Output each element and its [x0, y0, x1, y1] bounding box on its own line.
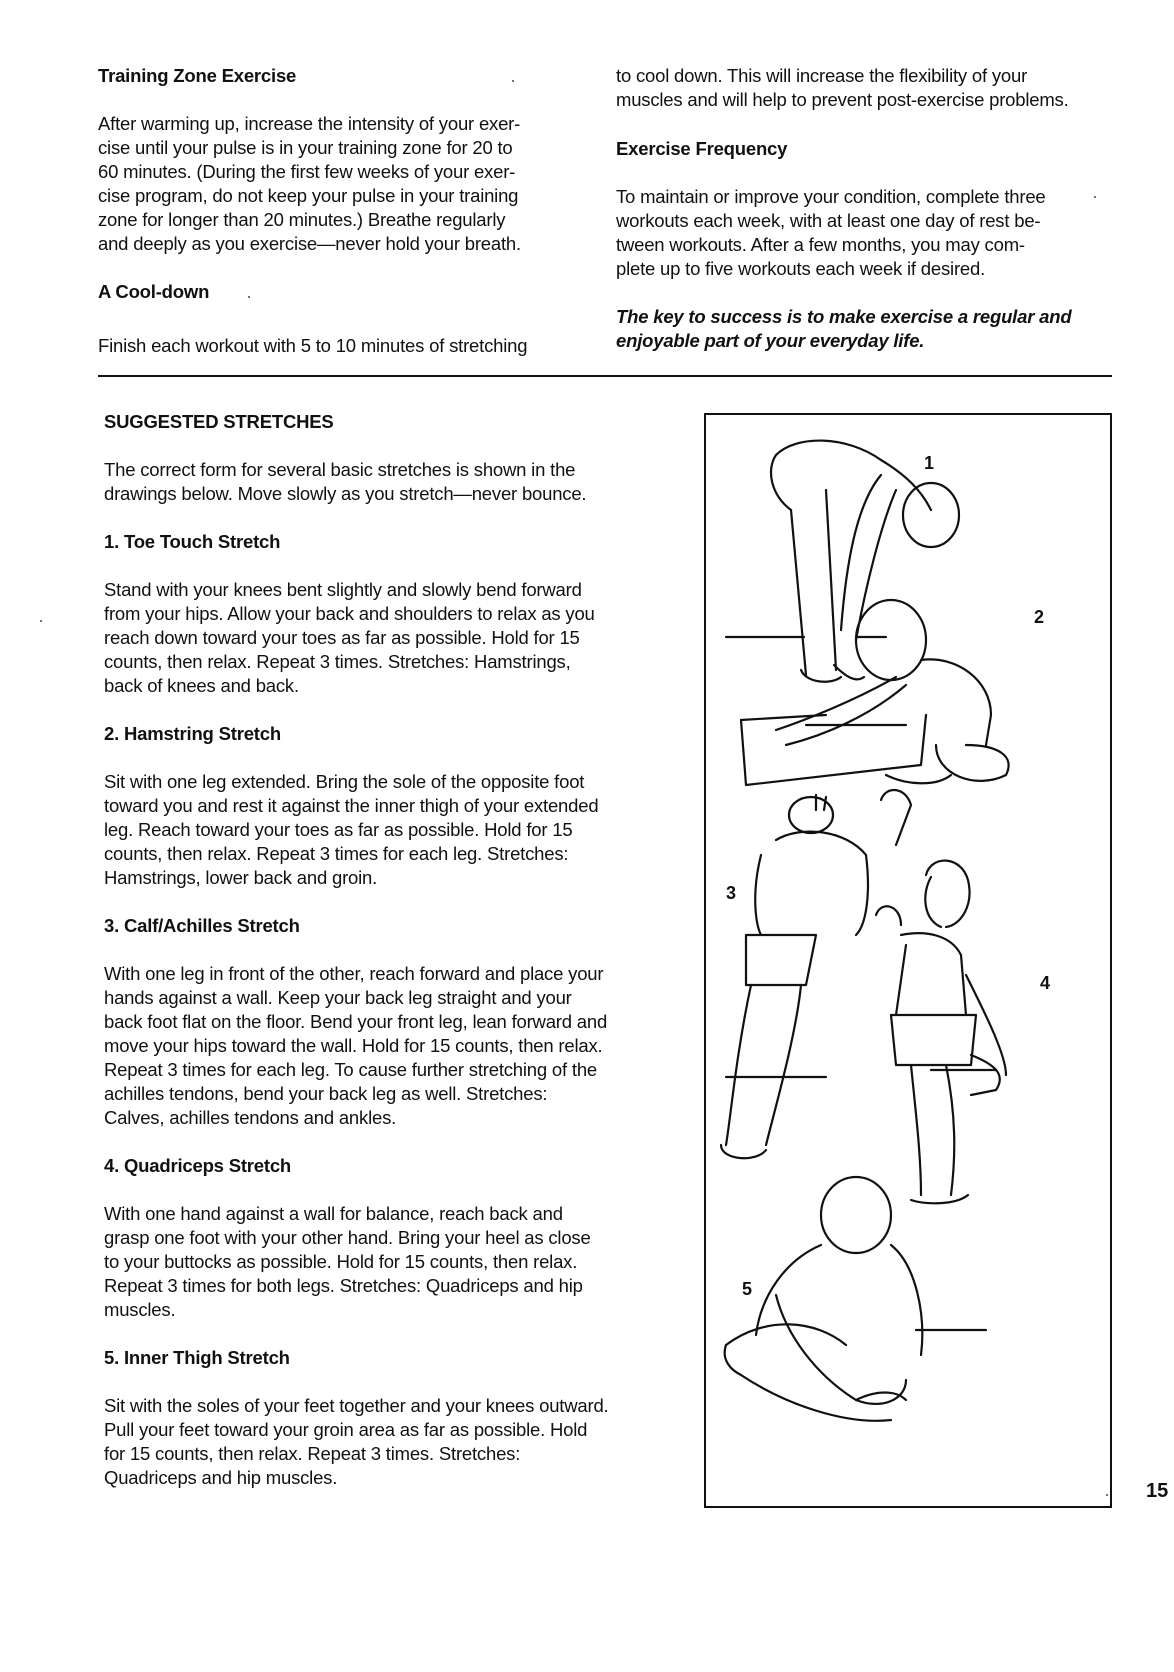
toe-touch-line: counts, then relax. Repeat 3 times. Stretches: Hamstrings, — [104, 651, 571, 672]
inner-thigh-heading: 5. Inner Thigh Stretch — [104, 1347, 290, 1368]
cooldown-heading-block — [98, 280, 578, 304]
inner-thigh-line: Pull your feet toward your groin area as far as possible. Hold — [104, 1419, 588, 1440]
frequency-line: plete up to five workouts each week if desired. — [616, 258, 986, 279]
quadriceps-heading: 4. Quadriceps Stretch — [104, 1155, 292, 1176]
training-zone-heading: Training Zone Exercise — [98, 65, 297, 86]
quadriceps-line: to your buttocks as possible. Hold for 15 counts, then relax. — [104, 1251, 578, 1272]
inner-thigh-line: Sit with the soles of your feet together and your knees outward. — [104, 1395, 609, 1416]
toe-touch-figure — [726, 441, 959, 682]
calf-line: back foot flat on the floor. Bend your front leg, lean forward and — [104, 1011, 608, 1032]
cooldown-heading: A Cool-down — [98, 281, 210, 302]
hamstring-line: toward you and rest it against the inner thigh of your extended — [104, 795, 599, 816]
quadriceps-line: muscles. — [104, 1299, 176, 1320]
training-zone-section — [98, 64, 578, 256]
frequency-heading: Exercise Frequency — [616, 138, 788, 159]
quadriceps-line: With one hand against a wall for balance, reach back and — [104, 1203, 563, 1224]
hamstring-line: leg. Reach toward your toes as far as possible. Hold for 15 — [104, 819, 573, 840]
training-zone-line: cise until your pulse is in your training zone for 20 to — [98, 137, 513, 158]
hamstring-line: Hamstrings, lower back and groin. — [104, 867, 378, 888]
inner-thigh-figure — [725, 1177, 986, 1421]
calf-line: hands against a wall. Keep your back leg straight and your — [104, 987, 572, 1008]
calf-line: Calves, achilles tendons and ankles. — [104, 1107, 397, 1128]
toe-touch-line: reach down toward your toes as far as possible. Hold for 15 — [104, 627, 580, 648]
page-number: 15 — [1146, 1480, 1169, 1502]
scan-speck — [512, 80, 514, 82]
stretch-illustrations — [706, 415, 1110, 1506]
inner-thigh-line: Quadriceps and hip muscles. — [104, 1467, 338, 1488]
frequency-line: tween workouts. After a few months, you may com- — [616, 234, 1025, 255]
training-zone-line: After warming up, increase the intensity of your exer- — [98, 113, 521, 134]
stretches-section — [104, 410, 694, 1490]
hamstring-heading: 2. Hamstring Stretch — [104, 723, 281, 744]
figure-number-5: 5 — [742, 1279, 753, 1299]
training-zone-line: cise program, do not keep your pulse in your training — [98, 185, 519, 206]
quadriceps-figure — [876, 861, 1006, 1204]
hamstring-line: counts, then relax. Repeat 3 times for each leg. Stretches: — [104, 843, 569, 864]
figure-number-1: 1 — [924, 453, 935, 473]
training-zone-line: 60 minutes. (During the first few weeks of your exer- — [98, 161, 516, 182]
hamstring-figure — [741, 600, 1009, 785]
calf-achilles-figure — [721, 790, 911, 1158]
scan-speck — [248, 296, 250, 298]
cooldown-line: to cool down. This will increase the flexibility of your — [616, 65, 1028, 86]
calf-line: achilles tendons, bend your back leg as well. Stretches: — [104, 1083, 548, 1104]
frequency-key-line: enjoyable part of your everyday life. — [616, 330, 925, 351]
quadriceps-line: Repeat 3 times for both legs. Stretches: Quadriceps and hip — [104, 1275, 583, 1296]
cooldown-line: muscles and will help to prevent post-exercise problems. — [616, 89, 1069, 110]
calf-line: Repeat 3 times for each leg. To cause further stretching of the — [104, 1059, 598, 1080]
scan-speck — [1094, 196, 1096, 198]
frequency-section — [616, 137, 1106, 353]
toe-touch-line: from your hips. Allow your back and shoulders to relax as you — [104, 603, 595, 624]
training-zone-line: zone for longer than 20 minutes.) Breathe regularly — [98, 209, 506, 230]
toe-touch-line: back of knees and back. — [104, 675, 299, 696]
calf-line: With one leg in front of the other, reach forward and place your — [104, 963, 604, 984]
scan-speck — [1106, 1494, 1108, 1496]
calf-heading: 3. Calf/Achilles Stretch — [104, 915, 300, 936]
calf-line: move your hips toward the wall. Hold for 15 counts, then relax. — [104, 1035, 603, 1056]
figure-number-4: 4 — [1040, 973, 1051, 993]
toe-touch-line: Stand with your knees bent slightly and slowly bend forward — [104, 579, 582, 600]
hamstring-line: Sit with one leg extended. Bring the sole of the opposite foot — [104, 771, 585, 792]
scan-speck — [40, 620, 42, 622]
frequency-key-line: The key to success is to make exercise a regular and — [616, 306, 1072, 327]
training-zone-line: and deeply as you exercise—never hold your breath. — [98, 233, 521, 254]
toe-touch-heading: 1. Toe Touch Stretch — [104, 531, 281, 552]
stretch-illustrations-frame — [704, 413, 1112, 1508]
stretches-intro-line: drawings below. Move slowly as you stretch—never bounce. — [104, 483, 587, 504]
stretches-title: SUGGESTED STRETCHES — [104, 411, 334, 432]
figure-number-3: 3 — [726, 883, 737, 903]
inner-thigh-line: for 15 counts, then relax. Repeat 3 times. Stretches: — [104, 1443, 521, 1464]
cooldown-body-start — [98, 334, 578, 358]
frequency-line: workouts each week, with at least one day of rest be- — [616, 210, 1041, 231]
frequency-line: To maintain or improve your condition, complete three — [616, 186, 1046, 207]
cooldown-line: Finish each workout with 5 to 10 minutes of stretching — [98, 335, 528, 356]
cooldown-body-continued — [616, 64, 1106, 112]
figure-number-2: 2 — [1034, 607, 1045, 627]
stretches-intro-line: The correct form for several basic stretches is shown in the — [104, 459, 576, 480]
section-divider — [98, 375, 1112, 377]
quadriceps-line: grasp one foot with your other hand. Bring your heel as close — [104, 1227, 591, 1248]
